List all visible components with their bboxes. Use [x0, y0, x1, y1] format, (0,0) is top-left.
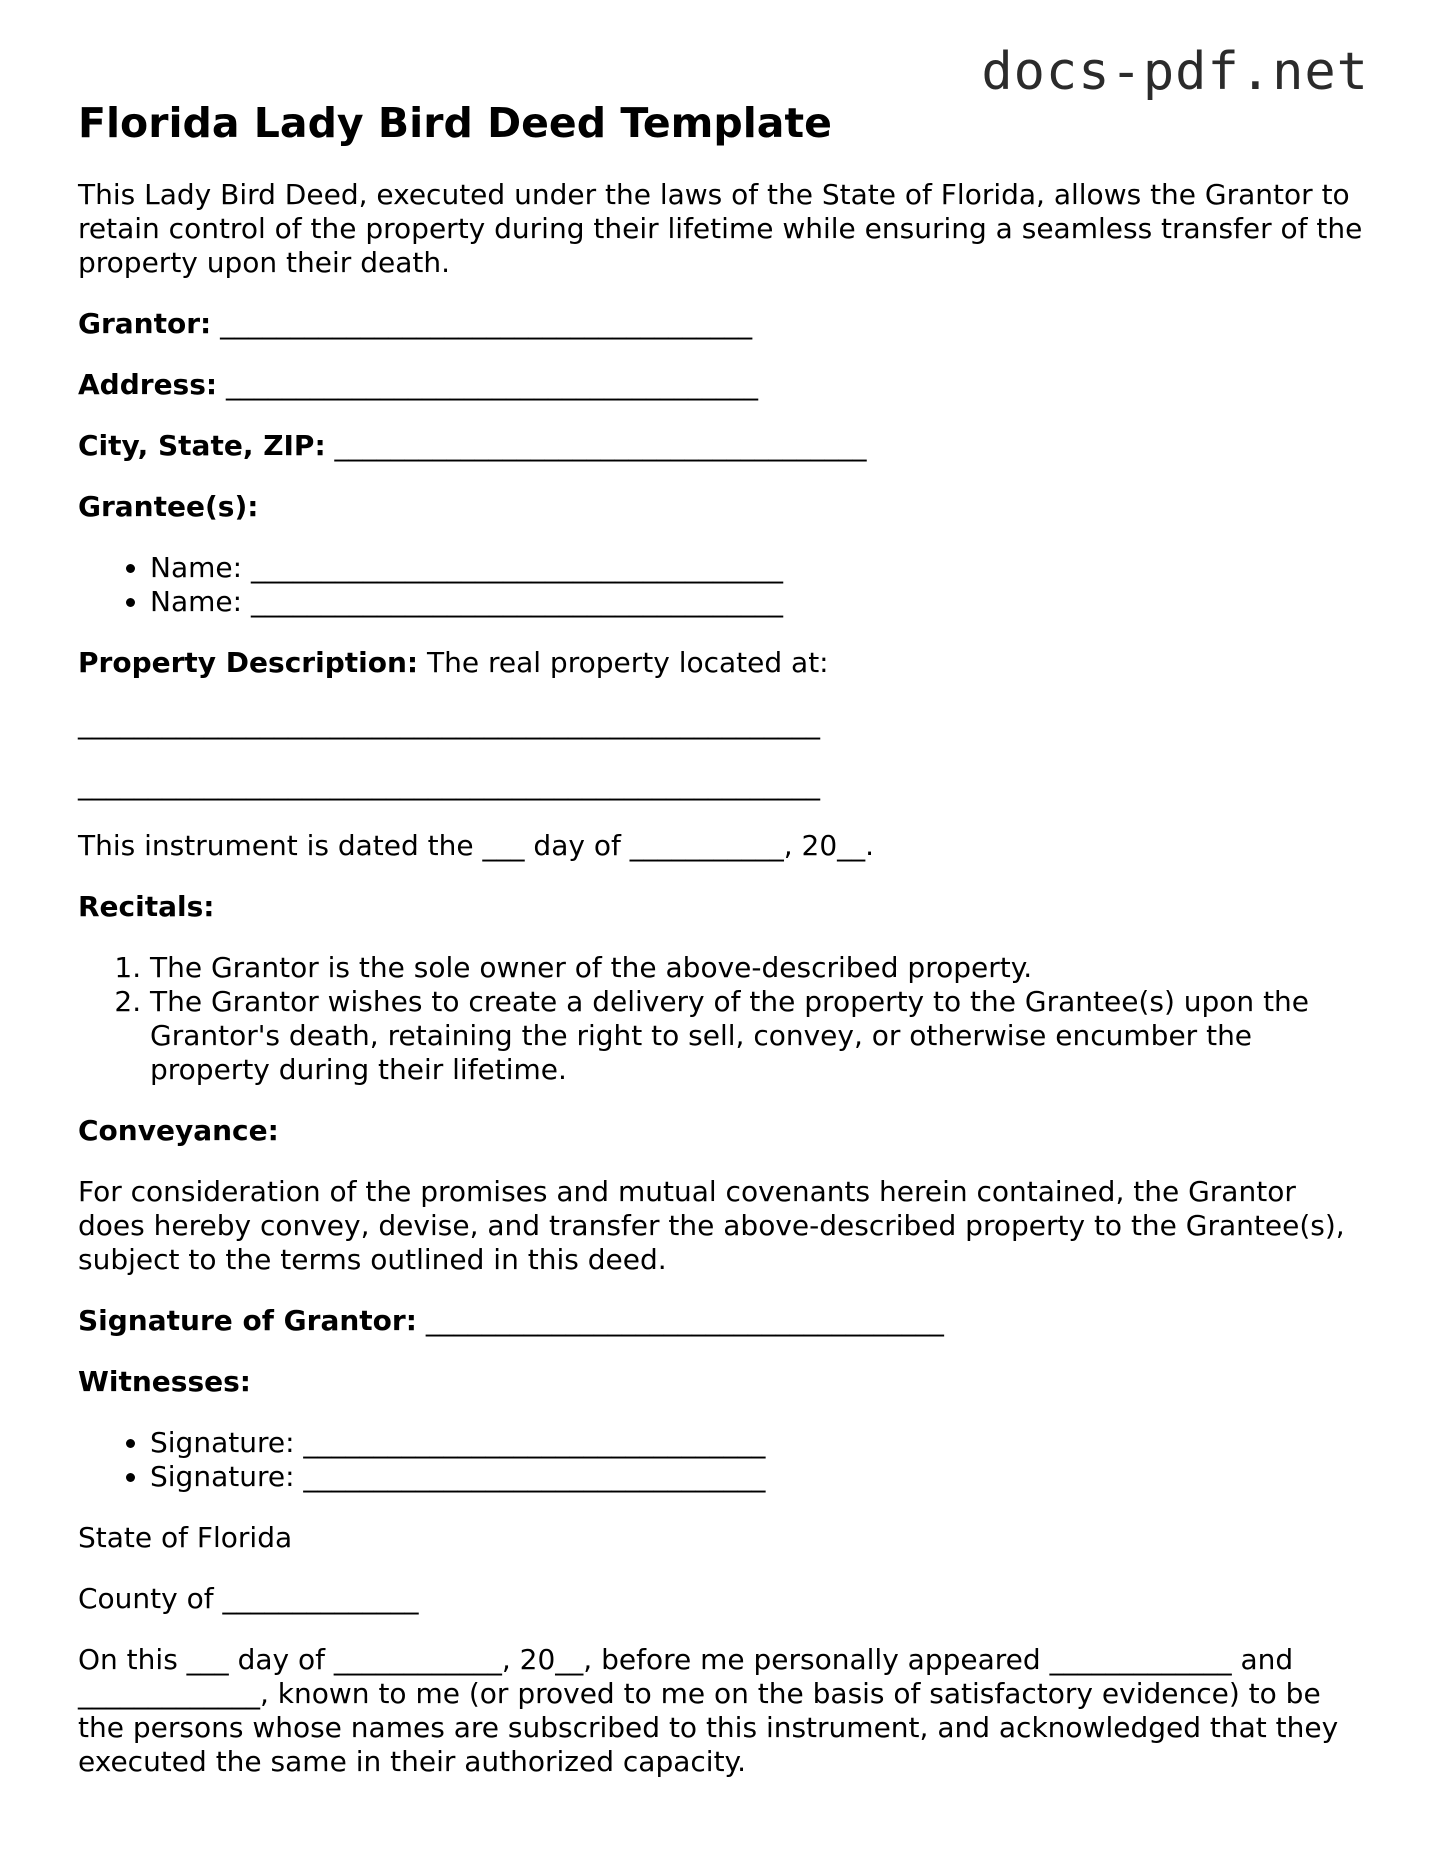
list-item: • Name: ______________________________________	[150, 551, 1368, 585]
list-item: 1. The Grantor is the sole owner of the above-described property.	[150, 951, 1368, 985]
notary-paragraph: On this ___ day of ____________, 20__, before me personally appeared _____________ and _____________, known to me (or proved to me on the basis of satisfactory evidence) to be the persons whose names are subscribed to this instrument, and acknowledged that they executed the same in their authorized capacity.	[78, 1643, 1339, 1778]
intro-paragraph: This Lady Bird Deed, executed under the laws of the State of Florida, allows the Grantor to retain control of the property during their lifetime while ensuring a seamless transfer of the property upon their death.	[78, 178, 1363, 279]
witnesses-heading	[78, 1365, 1368, 1399]
property-description	[78, 646, 1368, 680]
city-state-zip-label: City, State, ZIP:	[78, 429, 326, 462]
signature-grantor-blank: _____________________________________	[425, 1304, 944, 1337]
conveyance-paragraph: For consideration of the promises and mutual covenants herein contained, the Grantor does hereby convey, devise, and transfer the above-described property to the Grantee(s), subject to the terms outlined in this deed.	[78, 1175, 1345, 1276]
watermark: docs-pdf.net	[981, 42, 1369, 102]
signature-grantor-field	[78, 1304, 1368, 1338]
list-item: • Name: ______________________________________	[150, 585, 1368, 619]
grantees-label: Grantee(s):	[78, 490, 259, 523]
property-label: Property Description:	[78, 646, 419, 679]
city-state-zip-blank: ______________________________________	[334, 429, 867, 462]
conveyance-label: Conveyance:	[78, 1114, 279, 1147]
grantor-label: Grantor:	[78, 307, 212, 340]
document	[78, 98, 1368, 1806]
property-line-1: _____________________________________________________	[78, 707, 820, 740]
city-state-zip-field	[78, 429, 1368, 463]
state-line: State of Florida	[78, 1521, 293, 1554]
recitals-label: Recitals:	[78, 890, 215, 923]
witnesses-label: Witnesses:	[78, 1365, 251, 1398]
recitals-heading	[78, 890, 1368, 924]
list-item: 2. The Grantor wishes to create a delivery of the property to the Grantee(s) upon the Grantor's death, retaining the right to sell, convey, or otherwise encumber the property during their lifetime.	[150, 985, 1368, 1087]
grantees-heading	[78, 490, 1368, 524]
list-item: • Signature: _________________________________	[150, 1426, 1368, 1460]
list-item: • Signature: _________________________________	[150, 1460, 1368, 1494]
signature-grantor-label: Signature of Grantor:	[78, 1304, 417, 1337]
page-title: Florida Lady Bird Deed Template	[78, 99, 832, 147]
conveyance-heading	[78, 1114, 1368, 1148]
witnesses-list	[78, 1426, 1368, 1494]
grantor-field	[78, 307, 1368, 341]
address-label: Address:	[78, 368, 218, 401]
address-field	[78, 368, 1368, 402]
recitals-list	[78, 951, 1368, 1087]
property-line-2: _____________________________________________________	[78, 768, 820, 801]
county-line: County of ______________	[78, 1582, 419, 1615]
property-text: The real property located at:	[418, 646, 829, 679]
dated-line: This instrument is dated the ___ day of ___________, 20__.	[78, 829, 875, 862]
grantor-blank: ______________________________________	[220, 307, 753, 340]
grantees-list	[78, 551, 1368, 619]
address-blank: ______________________________________	[226, 368, 758, 401]
